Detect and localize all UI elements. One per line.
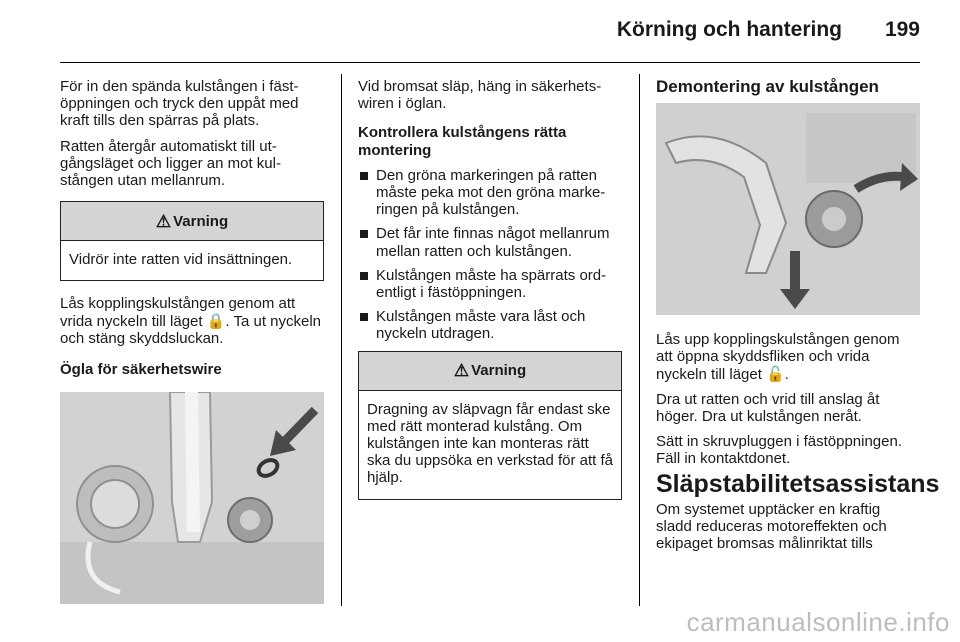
warning-box — [358, 351, 622, 500]
removal-figure — [656, 103, 920, 315]
paragraph: Lås kopplingskulstången genom att vrida nyckeln till läget 🔒. Ta ut nyckeln och stäng skyddsluckan. — [60, 295, 322, 347]
safety-wire-figure — [60, 392, 324, 604]
paragraph: Sätt in skruvpluggen i fästöppningen. Fäll in kontaktdonet. — [656, 433, 902, 468]
big-section-title: Släpstabilitetsassistans — [656, 469, 940, 498]
paragraph: Vid bromsat släp, häng in säkerhets-wiren i öglan. — [358, 78, 602, 113]
warning-title: Varning — [173, 212, 229, 230]
column-divider-1 — [341, 74, 342, 606]
paragraph: För in den spända kulstången i fäst-öppningen och tryck den uppåt med kraft tills den spärras på plats. — [60, 78, 299, 130]
column-divider-2 — [639, 74, 640, 606]
page-header-title: Körning och hantering — [616, 18, 842, 41]
warning-title: Varning — [471, 362, 527, 380]
paragraph: Om systemet upptäcker en kraftig sladd reduceras motoreffekten och ekipaget bromsas målinriktat tills — [656, 500, 887, 553]
paragraph: Ratten återgår automatiskt till ut-gångsläget och ligger an mot kul-stången utan mellanrum. — [60, 137, 281, 190]
list-item: Det får inte finnas något mellanrum mellan ratten och kulstången. — [358, 225, 622, 259]
subheading: Kontrollera kulstångens rätta montering — [358, 124, 567, 159]
list-item: Den gröna markeringen på ratten måste peka mot den gröna marke-ringen på kulstången. — [358, 167, 622, 219]
column-2 — [358, 78, 622, 514]
warning-header — [61, 202, 323, 241]
warning-icon: ⚠ — [453, 361, 470, 381]
warning-icon: ⚠ — [155, 211, 172, 231]
warning-text: Vidrör inte ratten vid insättningen. — [69, 251, 293, 269]
watermark: carmanualsonline.info — [686, 607, 950, 637]
subheading: Ögla för säkerhetswire — [60, 361, 222, 379]
warning-box — [60, 201, 324, 281]
warning-header — [359, 352, 621, 391]
page-number: 199 — [884, 18, 920, 41]
warning-text: Dragning av släpvagn får endast ske med rätt monterad kulstång. Om kulstången inte kan monteras rätt ska du uppsöka en verkstad för att få hjälp. — [367, 400, 613, 487]
column-3 — [656, 77, 940, 560]
column-1 — [60, 78, 324, 604]
list-item: Kulstången måste vara låst och nyckeln utdragen. — [358, 308, 622, 342]
list-item: Kulstången måste ha spärrats ord-entligt i fästöppningen. — [358, 267, 622, 301]
section-title: Demontering av kulstången — [656, 77, 879, 96]
paragraph: Lås upp kopplingskulstången genom att öppna skyddsfliken och vrida nyckeln till läget 🔓. — [656, 331, 900, 383]
bullet-list — [358, 167, 622, 343]
header-rule — [60, 62, 920, 63]
paragraph: Dra ut ratten och vrid till anslag åt höger. Dra ut kulstången neråt. — [656, 390, 880, 426]
